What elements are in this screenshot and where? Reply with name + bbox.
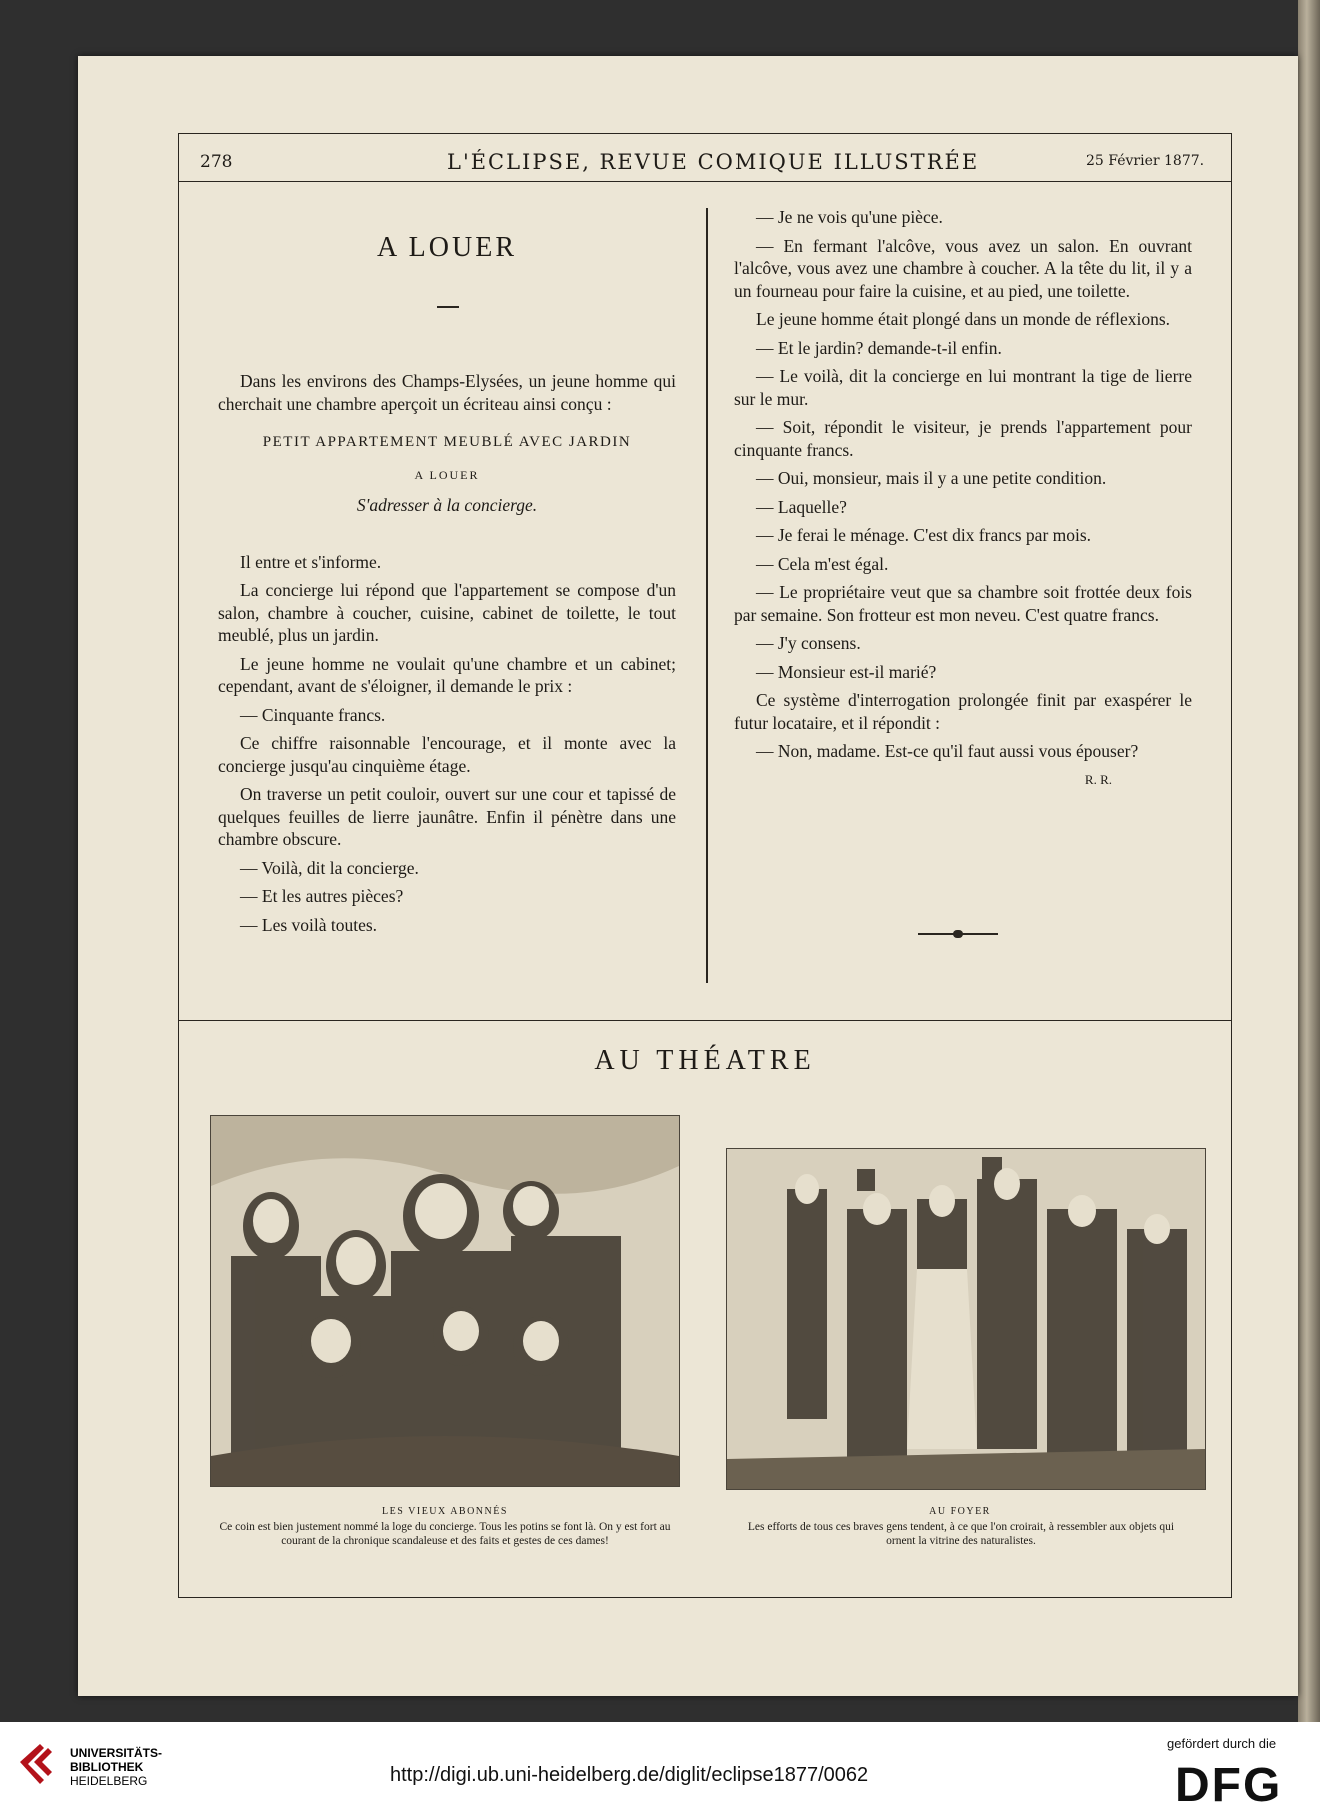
paragraph: — Je ne vois qu'une pièce. xyxy=(756,207,943,227)
caption-text-left: Ce coin est bien justement nommé la loge du concierge. Tous les potins se font là. On y est fort au courant de la chronique scandaleuse et des faits et gestes de ces dames! xyxy=(219,1521,671,1547)
paragraph: Le jeune homme était plongé dans un monde de réflexions. xyxy=(756,309,1171,329)
library-name-line-1: UNIVERSITÄTS- xyxy=(70,1746,163,1760)
paragraph: — Laquelle? xyxy=(756,496,847,517)
paragraph: — Soit, répondit le visiteur, je prends l'appartement pour cinquante francs. xyxy=(734,417,1192,460)
paragraph: — Cela m'est égal. xyxy=(756,553,889,574)
paragraph: Ce chiffre raisonnable l'encourage, et il monte avec la concierge jusqu'au cinquième étage. xyxy=(218,733,676,776)
paragraph: La concierge lui répond que l'appartement se compose d'un salon, chambre à coucher, cuisine, cabinet de toilette, le tout meublé, plus un jardin. xyxy=(218,580,676,645)
signature: R. R. xyxy=(1084,771,1112,787)
paragraph: — Je ferai le ménage. C'est dix francs par mois. xyxy=(756,525,1092,545)
library-name-line-2: BIBLIOTHEK xyxy=(70,1760,144,1774)
paragraph: — Oui, monsieur, mais il y a une petite condition. xyxy=(756,468,1107,488)
dfg-logo[interactable]: DFG xyxy=(1175,1759,1283,1812)
paragraph: On traverse un petit couloir, ouvert sur une cour et tapissé de quelques feuilles de lierre jaunâtre. Enfin il pénètre dans une chambre obscure. xyxy=(218,784,676,849)
section-rule xyxy=(178,1020,1232,1021)
engraving-foyer-drawing xyxy=(727,1149,1205,1489)
university-library-logo-icon[interactable] xyxy=(16,1738,64,1786)
article-intro: Dans les environs des Champs-Elysées, un jeune homme qui cherchait une chambre aperçoit un écriteau ainsi conçu : xyxy=(218,371,676,414)
issue-date: 25 Février 1877. xyxy=(1086,153,1205,169)
engraving-old-subscribers xyxy=(210,1115,680,1487)
article-right-column xyxy=(734,206,1192,797)
paragraph: Le jeune homme ne voulait qu'une chambre et un cabinet; cependant, avant de s'éloigner, il demande le prix : xyxy=(218,653,676,696)
masthead: L'ÉCLIPSE, REVUE COMIQUE ILLUSTRÉE xyxy=(447,150,980,174)
paragraph: — Le voilà, dit la concierge en lui montrant la tige de lierre sur le mur. xyxy=(734,366,1192,409)
paragraph: Ce système d'interrogation prolongée finit par exaspérer le futur locataire, et il répondit : xyxy=(734,690,1192,733)
caption-title-right: AU FOYER xyxy=(929,1506,991,1517)
paragraph: — J'y consens. xyxy=(756,633,861,653)
paragraph: — Et le jardin? demande-t-il enfin. xyxy=(756,337,1002,358)
book-spine-edge xyxy=(1298,0,1320,1722)
paragraph: — Et les autres pièces? xyxy=(240,886,404,906)
university-library-name[interactable] xyxy=(70,1746,162,1788)
header-rule xyxy=(178,181,1232,182)
paragraph: Il entre et s'informe. xyxy=(240,551,382,572)
engraving-foyer xyxy=(726,1148,1206,1490)
article-left-column xyxy=(218,370,676,942)
sign-line-3: S'adresser à la concierge. xyxy=(356,495,538,515)
paragraph: — Le propriétaire veut que sa chambre soit frottée deux fois par semaine. Son frotteur est mon neveu. C'est quatre francs. xyxy=(734,582,1192,625)
paragraph: — Voilà, dit la concierge. xyxy=(240,857,419,878)
engraving-old-subscribers-drawing xyxy=(211,1116,679,1486)
section-title: AU THÉATRE xyxy=(594,1045,816,1076)
ornament-divider xyxy=(918,933,998,935)
page-number: 278 xyxy=(200,152,233,172)
paragraph: — Non, madame. Est-ce qu'il faut aussi vous épouser? xyxy=(756,741,1139,761)
article-title: A LOUER xyxy=(377,232,517,263)
caption-title-left: LES VIEUX ABONNÉS xyxy=(382,1506,508,1517)
column-rule xyxy=(706,208,708,983)
paragraph: — Cinquante francs. xyxy=(240,704,386,725)
permalink-url[interactable]: http://digi.ub.uni-heidelberg.de/diglit/eclipse1877/0062 xyxy=(390,1764,869,1786)
library-name-line-3: HEIDELBERG xyxy=(70,1774,148,1788)
paragraph: — En fermant l'alcôve, vous avez un salon. En ouvrant l'alcôve, vous avez une chambre à coucher. A la tête du lit, il y a un fourneau pour faire la cuisine, et au pied, une toilette. xyxy=(734,235,1192,301)
sign-line-1: PETIT APPARTEMENT MEUBLÉ AVEC JARDIN xyxy=(262,434,632,450)
sign-line-2: A LOUER xyxy=(414,467,480,482)
paragraph: — Les voilà toutes. xyxy=(240,914,378,935)
caption-text-right: Les efforts de tous ces braves gens tendent, à ce que l'on croirait, à ressembler aux objets qui ornent la vitrine des naturalistes. xyxy=(747,1521,1175,1547)
paragraph: — Monsieur est-il marié? xyxy=(756,661,937,682)
funded-by-label: gefördert durch die xyxy=(1167,1736,1277,1751)
title-dash xyxy=(437,306,459,308)
